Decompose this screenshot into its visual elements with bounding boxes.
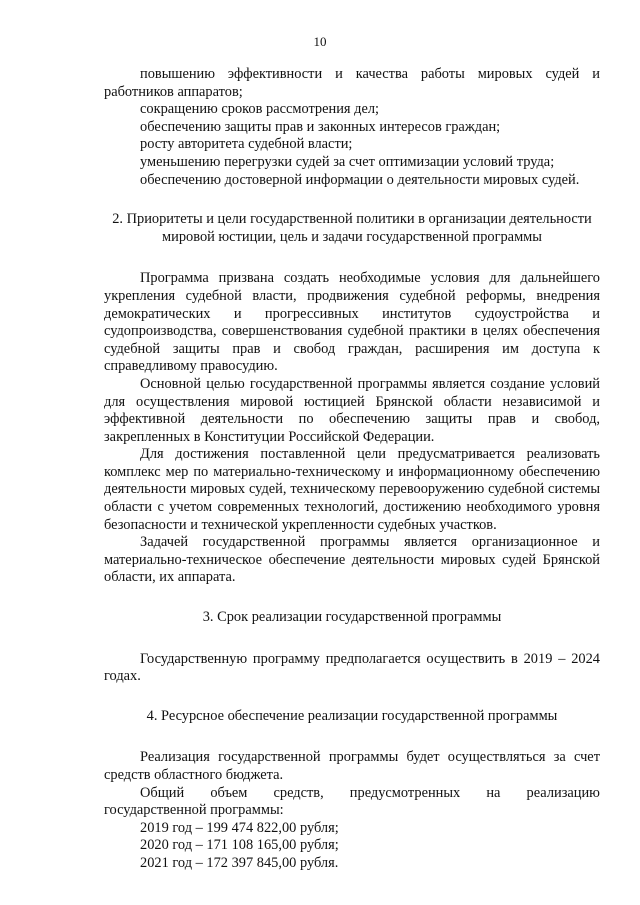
section-3-paragraph: Государственную программу предполагается осуществить в 2019 – 2024 годах.	[104, 650, 600, 685]
intro-item: обеспечению достоверной информации о деятельности мировых судей.	[140, 171, 580, 188]
section-2-paragraph: Программа призвана создать необходимые условия для дальнейшего укрепления судебной власти, продвижения судебной реформы, внедрения демократических и прогрессивных институтов судоустройства и судопроизводства, совершенствования судебной практики в целях обеспечения судебной защиты прав и свобод граждан, расширения им доступа к справедливому правосудию.	[104, 270, 600, 375]
section-4-heading: 4. Ресурсное обеспечение реализации государственной программы	[146, 707, 558, 724]
section-3-heading: 3. Срок реализации государственной программы	[202, 609, 502, 626]
funding-year-line: 2019 год – 199 474 822,00 рубля;	[140, 819, 339, 836]
volume-word: объем	[210, 784, 248, 801]
section-4-paragraph: Реализация государственной программы будет осуществляться за счет средств областного бюджета.	[104, 749, 600, 783]
volume-word: средств,	[273, 784, 324, 801]
section-2-paragraph: Задачей государственной программы является организационное и материально-техническое обеспечение деятельности мировых судей Брянской области, их аппарата.	[104, 534, 600, 586]
volume-word: на	[486, 784, 501, 801]
section-2-paragraph: Для достижения поставленной цели предусматривается реализовать комплекс мер по материально-техническому и информационному обеспечению деятельности мировых судей, техническому перевооружению судебной системы области с учетом современных технологий, достижению необходимого уровня безопасности и технической укрепленности судебных участков.	[104, 446, 600, 533]
volume-word: предусмотренных	[349, 784, 461, 801]
volume-word: реализацию	[526, 784, 600, 801]
section-2-heading	[104, 211, 600, 246]
intro-item: уменьшению перегрузки судей за счет оптимизации условий труда;	[140, 153, 555, 170]
page-content	[104, 66, 600, 873]
intro-item: сокращению сроков рассмотрения дел;	[140, 101, 380, 118]
intro-lead: повышению эффективности и качества работы мировых судей и работников аппаратов;	[104, 66, 600, 100]
volume-line	[104, 785, 600, 803]
funding-year-line: 2021 год – 172 397 845,00 рубля.	[140, 854, 339, 871]
section-2-paragraph: Основной целью государственной программы является создание условий для осуществления мировой юстицией Брянской области независимой и эффективной деятельности по обеспечению защиты прав и свобод, закрепленных в Конституции Российской Федерации.	[104, 375, 600, 445]
intro-item: обеспечению защиты прав и законных интересов граждан;	[140, 118, 501, 135]
volume-line-rest: государственной программы:	[104, 802, 284, 819]
page-number: 10	[313, 34, 327, 49]
volume-word: Общий	[140, 784, 185, 801]
intro-item: росту авторитета судебной власти;	[140, 136, 353, 153]
section-2-heading-line2: мировой юстиции, цель и задачи государственной программы	[162, 228, 542, 245]
section-2-heading-line1: 2. Приоритеты и цели государственной политики в организации деятельности	[112, 211, 592, 228]
funding-year-line: 2020 год – 171 108 165,00 рубля;	[140, 837, 339, 854]
